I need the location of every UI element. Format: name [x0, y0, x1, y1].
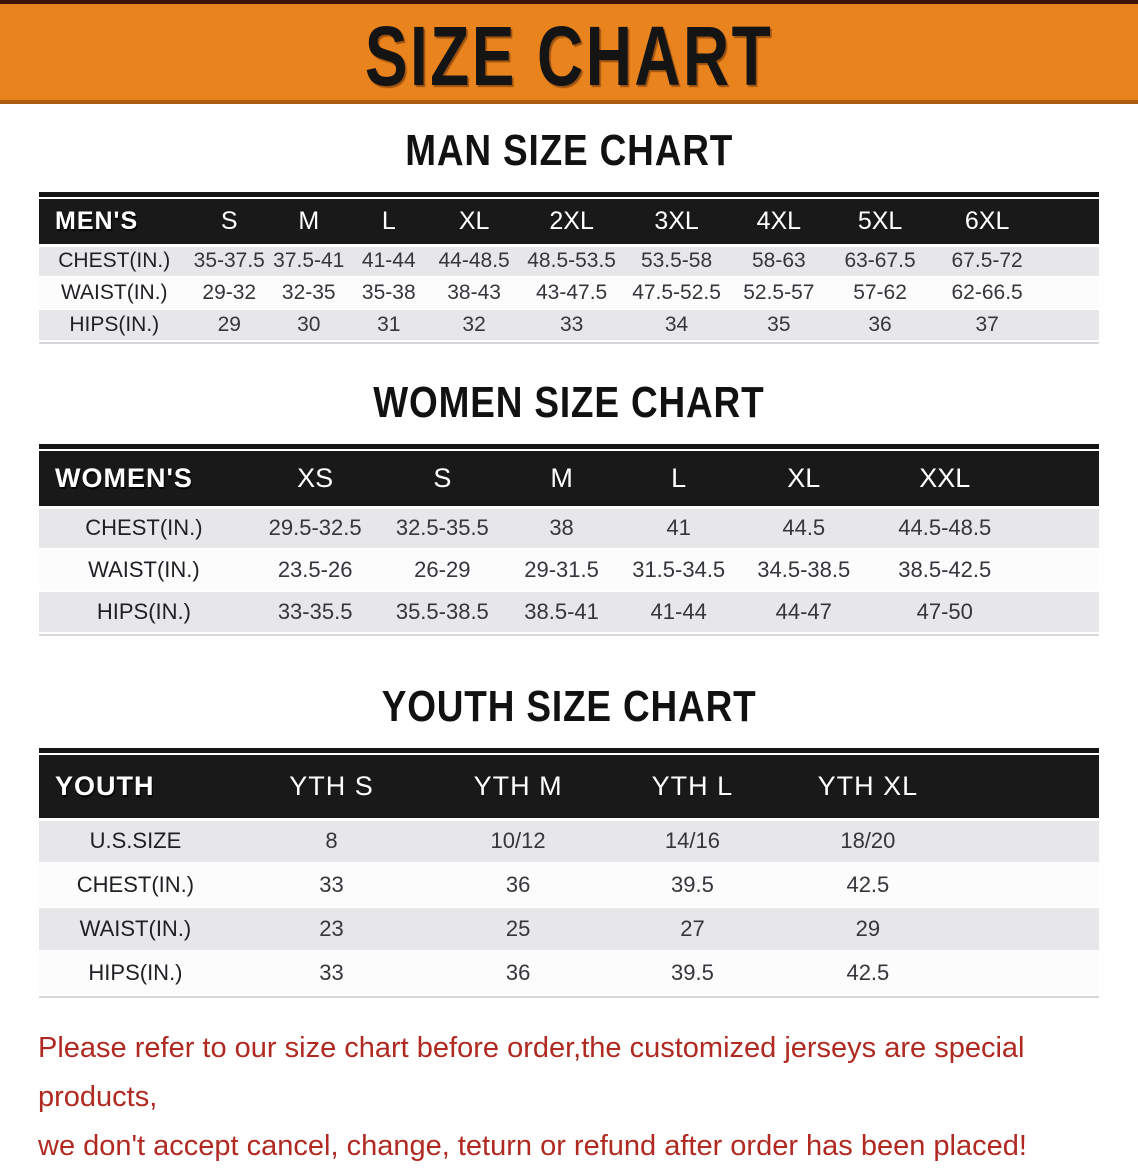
cell: 35-37.5 [190, 245, 270, 277]
youth-col-l: YTH L [605, 755, 780, 819]
cell: 38.5-42.5 [870, 549, 1019, 591]
spacer-cell [1019, 507, 1099, 549]
row-label: CHEST(IN.) [39, 863, 232, 907]
cell: 29-31.5 [503, 549, 620, 591]
men-col-l: L [349, 199, 430, 245]
women-col-xs: XS [249, 451, 382, 507]
cell: 29-32 [190, 277, 270, 309]
men-col-6xl: 6XL [931, 199, 1042, 245]
women-col-l: L [620, 451, 738, 507]
cell: 35.5-38.5 [381, 591, 503, 633]
cell: 43-47.5 [519, 277, 624, 309]
men-row-hips [39, 309, 1099, 341]
men-section-title-text: MAN SIZE CHART [405, 126, 733, 175]
cell: 57-62 [829, 277, 932, 309]
cell: 33 [519, 309, 624, 341]
cell: 52.5-57 [729, 277, 829, 309]
row-label: WAIST(IN.) [39, 549, 249, 591]
men-row-waist [39, 277, 1099, 309]
cell: 47.5-52.5 [624, 277, 729, 309]
youth-group-label: YOUTH [39, 755, 232, 819]
cell: 34.5-38.5 [738, 549, 871, 591]
disclaimer-line-2: we don't accept cancel, change, teturn or refund after order has been placed! [38, 1130, 1027, 1162]
spacer-cell [956, 907, 1099, 951]
cell: 29.5-32.5 [249, 507, 382, 549]
cell: 63-67.5 [829, 245, 932, 277]
men-col-3xl: 3XL [624, 199, 729, 245]
banner-title: SIZE CHART [364, 8, 774, 104]
cell: 67.5-72 [931, 245, 1042, 277]
cell: 44.5-48.5 [870, 507, 1019, 549]
cell: 53.5-58 [624, 245, 729, 277]
cell: 31.5-34.5 [620, 549, 738, 591]
spacer-cell [1043, 245, 1099, 277]
men-col-s: S [190, 199, 270, 245]
row-label: U.S.SIZE [39, 819, 232, 863]
youth-row-chest [39, 863, 1099, 907]
cell: 47-50 [870, 591, 1019, 633]
women-header-row [39, 451, 1099, 507]
cell: 36 [431, 951, 605, 995]
women-col-xl: XL [738, 451, 871, 507]
cell: 41-44 [349, 245, 430, 277]
size-chart-banner [0, 0, 1138, 104]
cell: 18/20 [780, 819, 956, 863]
cell: 14/16 [605, 819, 780, 863]
spacer-cell [956, 755, 1099, 819]
cell: 35 [729, 309, 829, 341]
row-label: CHEST(IN.) [39, 507, 249, 549]
cell: 48.5-53.5 [519, 245, 624, 277]
cell: 41-44 [620, 591, 738, 633]
youth-col-xl: YTH XL [780, 755, 956, 819]
cell: 33 [232, 951, 431, 995]
row-label: CHEST(IN.) [39, 245, 190, 277]
cell: 29 [190, 309, 270, 341]
spacer-cell [956, 951, 1099, 995]
women-size-table [39, 444, 1099, 636]
women-row-waist [39, 549, 1099, 591]
men-col-xl: XL [429, 199, 519, 245]
cell: 32 [429, 309, 519, 341]
disclaimer-line-1: Please refer to our size chart before order,the customized jerseys are special products, [38, 1032, 1025, 1113]
cell: 23.5-26 [249, 549, 382, 591]
cell: 38.5-41 [503, 591, 620, 633]
spacer-cell [1019, 591, 1099, 633]
men-col-5xl: 5XL [829, 199, 932, 245]
cell: 58-63 [729, 245, 829, 277]
spacer-cell [956, 863, 1099, 907]
women-group-label: WOMEN'S [39, 451, 249, 507]
cell: 42.5 [780, 951, 956, 995]
women-col-m: M [503, 451, 620, 507]
cell: 36 [829, 309, 932, 341]
cell: 10/12 [431, 819, 605, 863]
women-row-chest [39, 507, 1099, 549]
cell: 26-29 [381, 549, 503, 591]
row-label: HIPS(IN.) [39, 309, 190, 341]
cell: 8 [232, 819, 431, 863]
disclaimer-note [38, 1024, 1100, 1171]
cell: 29 [780, 907, 956, 951]
spacer-cell [1043, 309, 1099, 341]
youth-section-title [0, 682, 1138, 732]
cell: 31 [349, 309, 430, 341]
row-label: WAIST(IN.) [39, 277, 190, 309]
cell: 62-66.5 [931, 277, 1042, 309]
men-group-label: MEN'S [39, 199, 190, 245]
spacer-cell [1019, 451, 1099, 507]
women-col-xxl: XXL [870, 451, 1019, 507]
cell: 39.5 [605, 863, 780, 907]
cell: 33 [232, 863, 431, 907]
cell: 41 [620, 507, 738, 549]
cell: 38 [503, 507, 620, 549]
spacer-cell [1019, 549, 1099, 591]
cell: 39.5 [605, 951, 780, 995]
row-label: HIPS(IN.) [39, 591, 249, 633]
cell: 35-38 [349, 277, 430, 309]
men-row-chest [39, 245, 1099, 277]
cell: 27 [605, 907, 780, 951]
men-section-title [0, 126, 1138, 176]
youth-row-waist [39, 907, 1099, 951]
women-row-hips [39, 591, 1099, 633]
cell: 44-48.5 [429, 245, 519, 277]
youth-size-table [39, 748, 1099, 998]
women-col-s: S [381, 451, 503, 507]
youth-col-m: YTH M [431, 755, 605, 819]
spacer-cell [956, 819, 1099, 863]
men-col-4xl: 4XL [729, 199, 829, 245]
spacer-cell [1043, 277, 1099, 309]
youth-section-title-text: YOUTH SIZE CHART [381, 682, 757, 731]
cell: 42.5 [780, 863, 956, 907]
cell: 30 [269, 309, 349, 341]
cell: 44.5 [738, 507, 871, 549]
cell: 36 [431, 863, 605, 907]
row-label: HIPS(IN.) [39, 951, 232, 995]
men-col-m: M [269, 199, 349, 245]
youth-row-hips [39, 951, 1099, 995]
cell: 23 [232, 907, 431, 951]
youth-header-row [39, 755, 1099, 819]
women-section-title-text: WOMEN SIZE CHART [373, 378, 765, 427]
youth-col-s: YTH S [232, 755, 431, 819]
cell: 44-47 [738, 591, 871, 633]
cell: 32-35 [269, 277, 349, 309]
youth-row-ussize [39, 819, 1099, 863]
spacer-cell [1043, 199, 1099, 245]
cell: 33-35.5 [249, 591, 382, 633]
men-size-table [39, 192, 1099, 344]
cell: 25 [431, 907, 605, 951]
men-col-2xl: 2XL [519, 199, 624, 245]
cell: 38-43 [429, 277, 519, 309]
cell: 37 [931, 309, 1042, 341]
row-label: WAIST(IN.) [39, 907, 232, 951]
women-section-title [0, 378, 1138, 428]
cell: 37.5-41 [269, 245, 349, 277]
men-header-row [39, 199, 1099, 245]
cell: 34 [624, 309, 729, 341]
cell: 32.5-35.5 [381, 507, 503, 549]
